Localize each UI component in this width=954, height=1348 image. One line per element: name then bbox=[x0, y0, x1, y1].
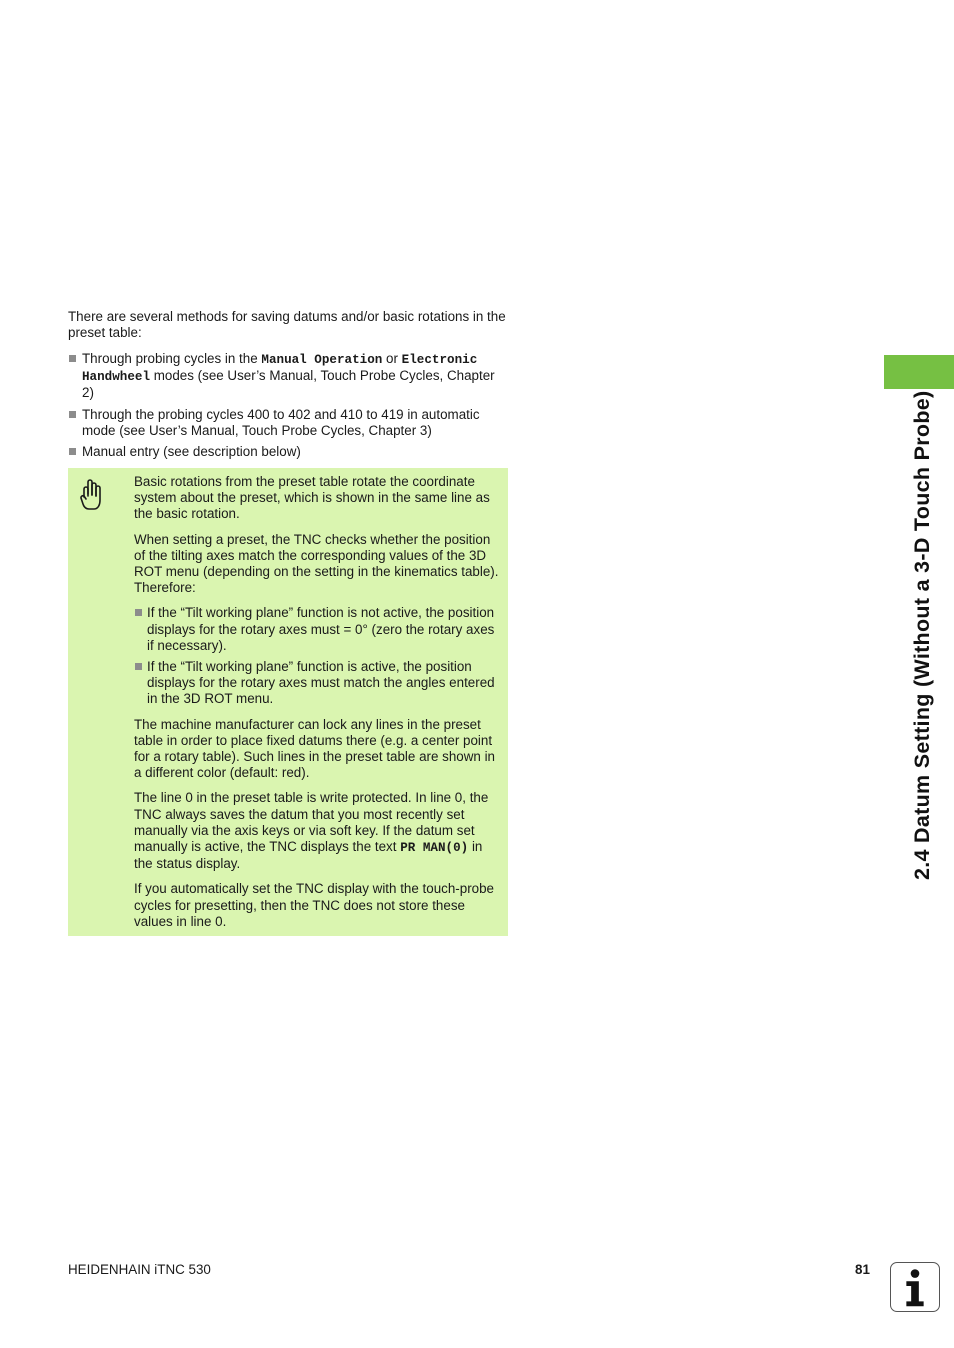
list-item bbox=[68, 351, 510, 402]
page-number: 81 bbox=[855, 1262, 870, 1277]
list-item bbox=[134, 659, 500, 708]
note-text: in the status display. bbox=[134, 839, 483, 872]
footer-product: HEIDENHAIN iTNC 530 bbox=[68, 1262, 211, 1277]
method-list bbox=[68, 351, 510, 465]
list-item bbox=[68, 407, 510, 439]
code-manual-operation: Manual Operation bbox=[261, 353, 383, 367]
intro-paragraph: There are several methods for saving datums and/or basic rotations in the preset table: bbox=[68, 309, 506, 341]
code-pr-man: PR MAN(0) bbox=[400, 841, 469, 856]
bullet-square-icon bbox=[69, 355, 76, 362]
note-text: The line 0 in the preset table is write protected. In line 0, the TNC always saves the datum that you most recently set manually via the axis keys or via soft key. If the datum set manually is active, the TNC displays the text bbox=[134, 790, 489, 855]
note-paragraph: If you automatically set the TNC display with the touch-probe cycles for presetting, then the TNC does not store these values in line 0. bbox=[134, 881, 494, 929]
list-item-text: Manual entry (see description below) bbox=[82, 444, 301, 460]
list-item-text: modes (see User’s Manual, Touch Probe Cycles, Chapter 2) bbox=[82, 368, 495, 401]
list-item-text: If the “Tilt working plane” function is active, the position displays for the rotary axes must match the angles entered in the 3D ROT menu. bbox=[147, 659, 495, 707]
code-electronic-handwheel: Electronic Handwheel bbox=[82, 353, 478, 385]
list-item bbox=[134, 605, 500, 654]
list-item bbox=[68, 444, 510, 460]
note-paragraph: The machine manufacturer can lock any lines in the preset table in order to place fixed datums there (e.g. a center point for a rotary table). Such lines in the preset table are shown in a different color (default: red). bbox=[134, 716, 495, 781]
list-item-text: or bbox=[382, 351, 402, 366]
list-item-text: Through the probing cycles 400 to 402 and 410 to 419 in automatic mode (see User’s Manual, Touch Probe Cycles, Chapter 3) bbox=[82, 406, 480, 438]
bullet-square-icon bbox=[69, 411, 76, 418]
bullet-square-icon bbox=[69, 448, 76, 455]
hand-pointing-icon bbox=[78, 478, 104, 512]
list-item-text: Through probing cycles in the bbox=[82, 351, 262, 366]
note-paragraph: Basic rotations from the preset table rotate the coordinate system about the preset, which is shown in the same line as the basic rotation. bbox=[134, 474, 490, 522]
info-icon[interactable] bbox=[890, 1262, 940, 1312]
note-box bbox=[68, 468, 508, 936]
chapter-tab-marker bbox=[884, 355, 954, 389]
side-section-title: 2.4 Datum Setting (Without a 3-D Touch Probe) bbox=[910, 390, 934, 880]
note-paragraph bbox=[134, 790, 500, 872]
bullet-square-icon bbox=[135, 609, 142, 616]
list-item-text: If the “Tilt working plane” function is not active, the position displays for the rotary axes must = 0° (zero the rotary axes if necessary). bbox=[147, 605, 495, 653]
note-paragraph: When setting a preset, the TNC checks whether the position of the tilting axes match the corresponding values of the 3D ROT menu (depending on the setting in the kinematics table). Therefore: bbox=[134, 531, 499, 596]
note-content bbox=[134, 474, 500, 939]
bullet-square-icon bbox=[135, 663, 142, 670]
note-list bbox=[134, 605, 500, 707]
